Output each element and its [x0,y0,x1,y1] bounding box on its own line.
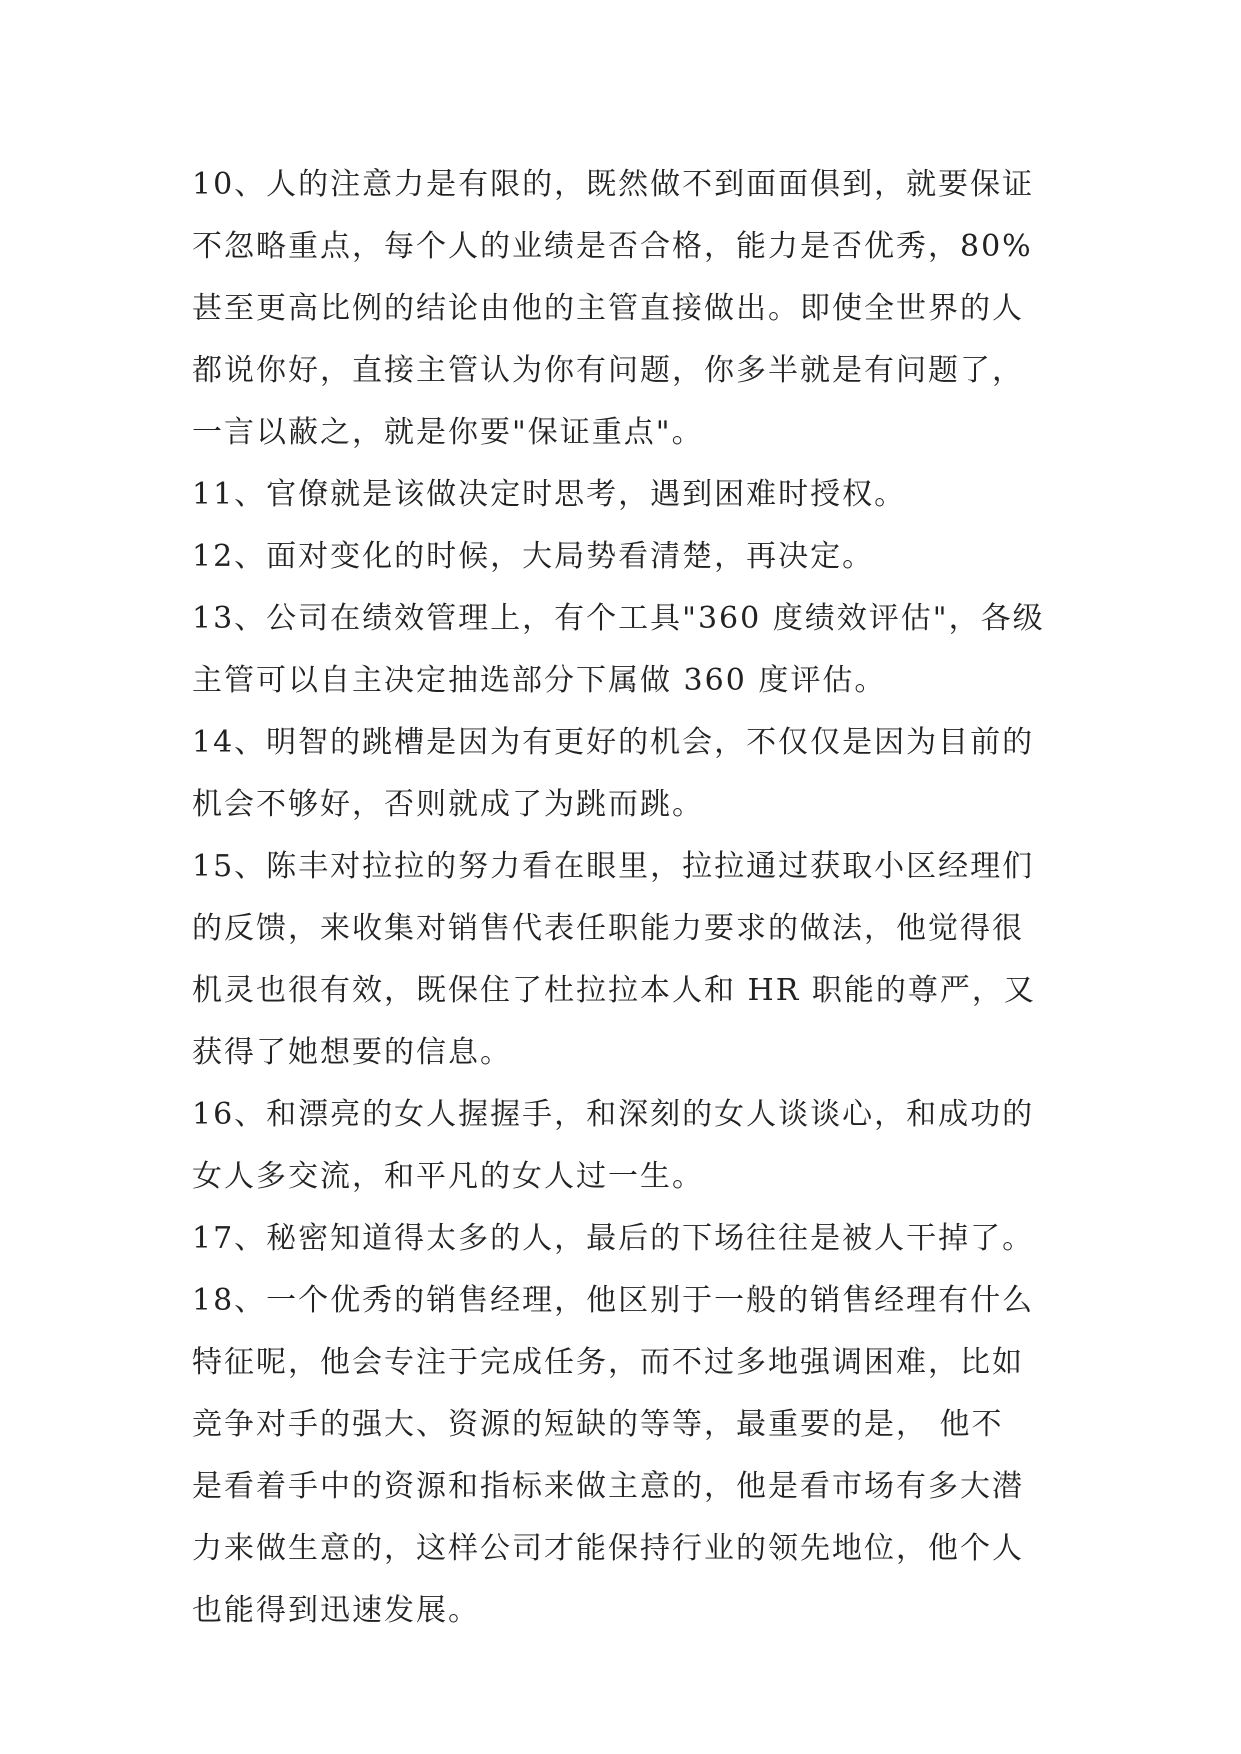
text-line: 力来做生意的，这样公司才能保持行业的领先地位，他个人 [192,1531,1024,1566]
text-line: 机灵也很有效，既保住了杜拉拉本人和 HR 职能的尊严，又 [192,973,1036,1008]
text-line: 机会不够好，否则就成了为跳而跳。 [192,787,704,822]
text-line: 13、公司在绩效管理上，有个工具"360 度绩效评估"，各级 [192,601,1045,636]
text-line: 主管可以自主决定抽选部分下属做 360 度评估。 [192,663,887,698]
text-line: 10、人的注意力是有限的，既然做不到面面俱到，就要保证 [192,167,1035,202]
text-line: 16、和漂亮的女人握握手，和深刻的女人谈谈心，和成功的 [192,1097,1035,1132]
document-body [192,154,1092,1642]
text-line: 竞争对手的强大、资源的短缺的等等，最重要的是， 他不 [192,1407,1004,1442]
text-line: 15、陈丰对拉拉的努力看在眼里，拉拉通过获取小区经理们 [192,849,1035,884]
text-line: 的反馈，来收集对销售代表任职能力要求的做法，他觉得很 [192,911,1024,946]
text-line: 不忽略重点，每个人的业绩是否合格，能力是否优秀，80% [192,229,1033,264]
text-line: 12、面对变化的时候，大局势看清楚，再决定。 [192,539,875,574]
text-line: 是看着手中的资源和指标来做主意的，他是看市场有多大潜 [192,1469,1024,1504]
text-line: 甚至更高比例的结论由他的主管直接做出。即使全世界的人 [192,291,1024,326]
text-line: 都说你好，直接主管认为你有问题，你多半就是有问题了， [192,353,1024,388]
text-line: 17、秘密知道得太多的人，最后的下场往往是被人干掉了。 [192,1221,1035,1256]
text-line: 11、官僚就是该做决定时思考，遇到困难时授权。 [192,477,907,512]
text-line: 18、一个优秀的销售经理，他区别于一般的销售经理有什么 [192,1283,1035,1318]
text-line: 一言以蔽之，就是你要"保证重点"。 [192,415,704,450]
text-line: 获得了她想要的信息。 [192,1035,512,1070]
text-line: 女人多交流，和平凡的女人过一生。 [192,1159,704,1194]
text-line: 14、明智的跳槽是因为有更好的机会，不仅仅是因为目前的 [192,725,1035,760]
text-line: 也能得到迅速发展。 [192,1593,480,1628]
text-line: 特征呢，他会专注于完成任务，而不过多地强调困难，比如 [192,1345,1024,1380]
